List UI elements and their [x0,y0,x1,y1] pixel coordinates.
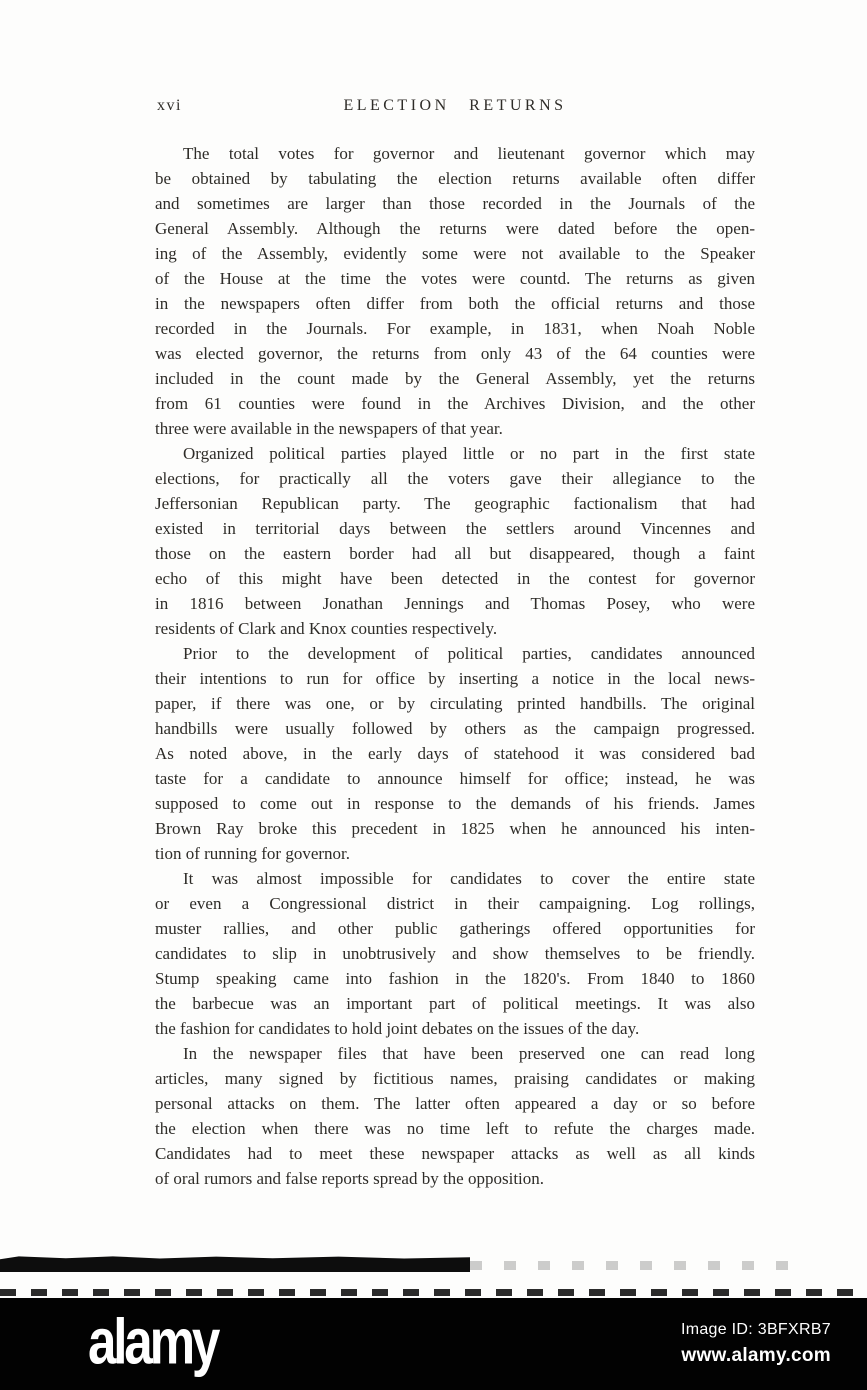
text-line: candidates to slip in unobtrusively and show themselves to be friendly. [155,944,755,963]
paragraph [155,1041,755,1191]
scan-edge-dashes [0,1289,867,1296]
text-line: the election when there was no time left to refute the charges made. [155,1119,755,1138]
text-line: was elected governor, the returns from only 43 of the 64 counties were [155,344,755,363]
text-line: those on the eastern border had all but disappeared, though a faint [155,544,755,563]
text-line: handbills were usually followed by others as the campaign progressed. [155,719,755,738]
text-line: Candidates had to meet these newspaper attacks as well as all kinds [155,1144,755,1163]
text-line: recorded in the Journals. For example, in 1831, when Noah Noble [155,319,755,338]
page-title: ELECTION RETURNS [343,97,567,114]
text-line: and sometimes are larger than those recorded in the Journals of the [155,194,755,213]
text-line: tion of running for governor. [155,844,350,863]
text-line: General Assembly. Although the returns were dated before the open- [155,219,755,238]
text-line: or even a Congressional district in their campaigning. Log rollings, [155,894,755,913]
running-header [155,97,755,119]
text-line: be obtained by tabulating the election returns available often differ [155,169,755,188]
text-line: of the House at the time the votes were countd. The returns as given [155,269,755,288]
paragraph [155,141,755,441]
text-line: three were available in the newspapers of that year. [155,419,503,438]
page-body [155,141,755,1191]
alamy-watermark-bar [0,1298,867,1390]
text-line: taste for a candidate to announce himself for office; instead, he was [155,769,755,788]
text-line: Organized political parties played little or no part in the first state [183,444,755,463]
text-line: the fashion for candidates to hold joint debates on the issues of the day. [155,1019,640,1038]
scan-edge-shadow [0,1256,470,1272]
text-line: articles, many signed by fictitious names, praising candidates or making [155,1069,755,1088]
text-line: supposed to come out in response to the demands of his friends. James [155,794,755,813]
text-line: included in the count made by the General Assembly, yet the returns [155,369,755,388]
paragraph [155,441,755,641]
text-line: paper, if there was one, or by circulating printed handbills. The original [155,694,755,713]
text-line: in the newspapers often differ from both the official returns and those [155,294,755,313]
scan-edge-shadow-tail [470,1261,810,1270]
text-line: the barbecue was an important part of political meetings. It was also [155,994,755,1013]
text-line: their intentions to run for office by inserting a notice in the local news- [155,669,755,688]
text-line: elections, for practically all the voters gave their allegiance to the [155,469,755,488]
text-line: In the newspaper files that have been preserved one can read long [183,1044,755,1063]
text-line: The total votes for governor and lieutenant governor which may [183,144,755,163]
text-line: Jeffersonian Republican party. The geographic factionalism that had [155,494,755,513]
text-line: in 1816 between Jonathan Jennings and Thomas Posey, who were [155,594,755,613]
text-line: Brown Ray broke this precedent in 1825 when he announced his inten- [155,819,755,838]
paragraph [155,866,755,1041]
watermark-meta [681,1321,831,1367]
text-line: personal attacks on them. The latter often appeared a day or so before [155,1094,755,1113]
text-line: Stump speaking came into fashion in the 1820's. From 1840 to 1860 [155,969,755,988]
text-line: muster rallies, and other public gatherings offered opportunities for [155,919,755,938]
alamy-url-text: www.alamy.com [681,1345,831,1366]
paragraph [155,641,755,866]
text-line: It was almost impossible for candidates to cover the entire state [183,869,755,888]
text-line: Prior to the development of political parties, candidates announced [183,644,755,663]
alamy-logo: alamy [88,1305,218,1378]
text-line: residents of Clark and Knox counties respectively. [155,619,498,638]
text-line: of oral rumors and false reports spread by the opposition. [155,1169,545,1188]
page-number: xvi [157,97,182,114]
text-line: existed in territorial days between the settlers around Vincennes and [155,519,755,538]
image-id-text: Image ID: 3BFXRB7 [680,1321,831,1338]
text-line: ing of the Assembly, evidently some were not available to the Speaker [155,244,755,263]
text-line: from 61 counties were found in the Archives Division, and the other [155,394,755,413]
text-line: echo of this might have been detected in the contest for governor [155,569,755,588]
text-line: As noted above, in the early days of statehood it was considered bad [155,744,755,763]
